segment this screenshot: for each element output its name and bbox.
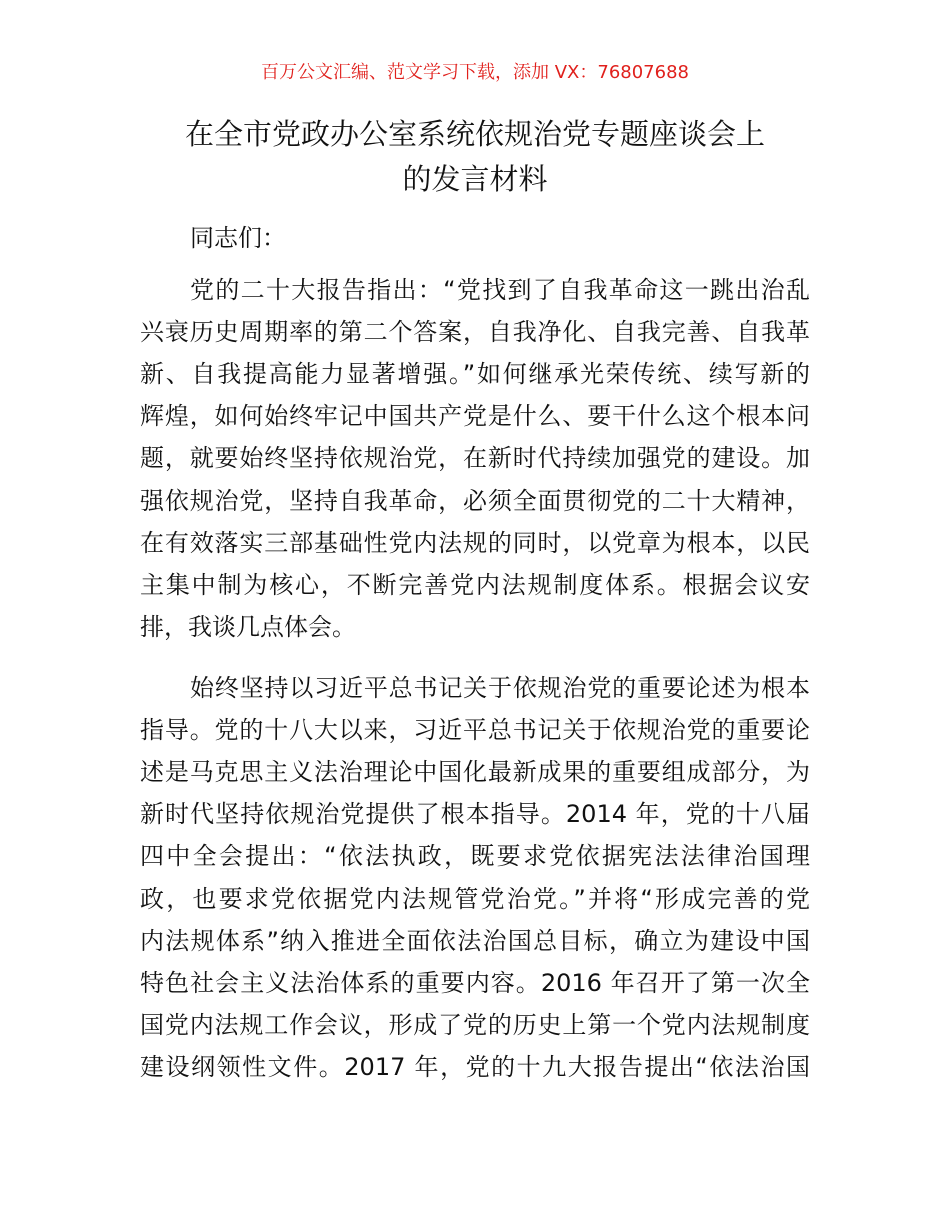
title-line: 的发言材料 xyxy=(402,162,548,196)
paragraph-line: 在有效落实三部基础性党内法规的同时，以党章为根本，以民 xyxy=(140,528,810,557)
paragraph-line: 建设纲领性文件。2017 年，党的十九大报告提出“依法治国 xyxy=(140,1052,810,1081)
paragraph-line: 题，就要始终坚持依规治党，在新时代持续加强党的建设。加 xyxy=(140,444,810,473)
paragraph-line: 四中全会提出：“依法执政，既要求党依据宪法法律治国理 xyxy=(140,842,810,871)
paragraph-line: 内法规体系”纳入推进全面依法治国总目标，确立为建设中国 xyxy=(140,926,810,955)
paragraph-line: 指导。党的十八大以来，习近平总书记关于依规治党的重要论 xyxy=(140,716,810,745)
title-line: 在全市党政办公室系统依规治党专题座谈会上 xyxy=(184,117,765,151)
paragraph-line: 主集中制为核心，不断完善党内法规制度体系。根据会议安 xyxy=(140,570,810,599)
paragraph-line: 新、自我提高能力显著增强。”如何继承光荣传统、续写新的 xyxy=(140,360,810,389)
paragraph-line: 国党内法规工作会议，形成了党的历史上第一个党内法规制度 xyxy=(140,1010,810,1039)
paragraph-line: 强依规治党，坚持自我革命，必须全面贯彻党的二十大精神， xyxy=(140,486,810,515)
paragraph-line: 始终坚持以习近平总书记关于依规治党的重要论述为根本 xyxy=(190,674,810,702)
salutation: 同志们： xyxy=(190,224,286,252)
paragraph-line: 党的二十大报告指出：“党找到了自我革命这一跳出治乱 xyxy=(190,276,810,304)
document-title xyxy=(140,112,810,202)
watermark-header: 百万公文汇编、范文学习下载，添加 VX：76807688 xyxy=(261,62,689,83)
paragraph-line: 排，我谈几点体会。 xyxy=(140,612,356,641)
paragraph-line: 特色社会主义法治体系的重要内容。2016 年召开了第一次全 xyxy=(140,968,810,997)
paragraph-line: 兴衰历史周期率的第二个答案，自我净化、自我完善、自我革 xyxy=(140,318,810,347)
paragraph-line: 政，也要求党依据党内法规管党治党。”并将“形成完善的党 xyxy=(140,884,810,913)
paragraph-line: 辉煌，如何始终牢记中国共产党是什么、要干什么这个根本问 xyxy=(140,402,810,431)
paragraph-line: 新时代坚持依规治党提供了根本指导。2014 年，党的十八届 xyxy=(140,800,810,829)
paragraph-line: 述是马克思主义法治理论中国化最新成果的重要组成部分，为 xyxy=(140,758,810,787)
